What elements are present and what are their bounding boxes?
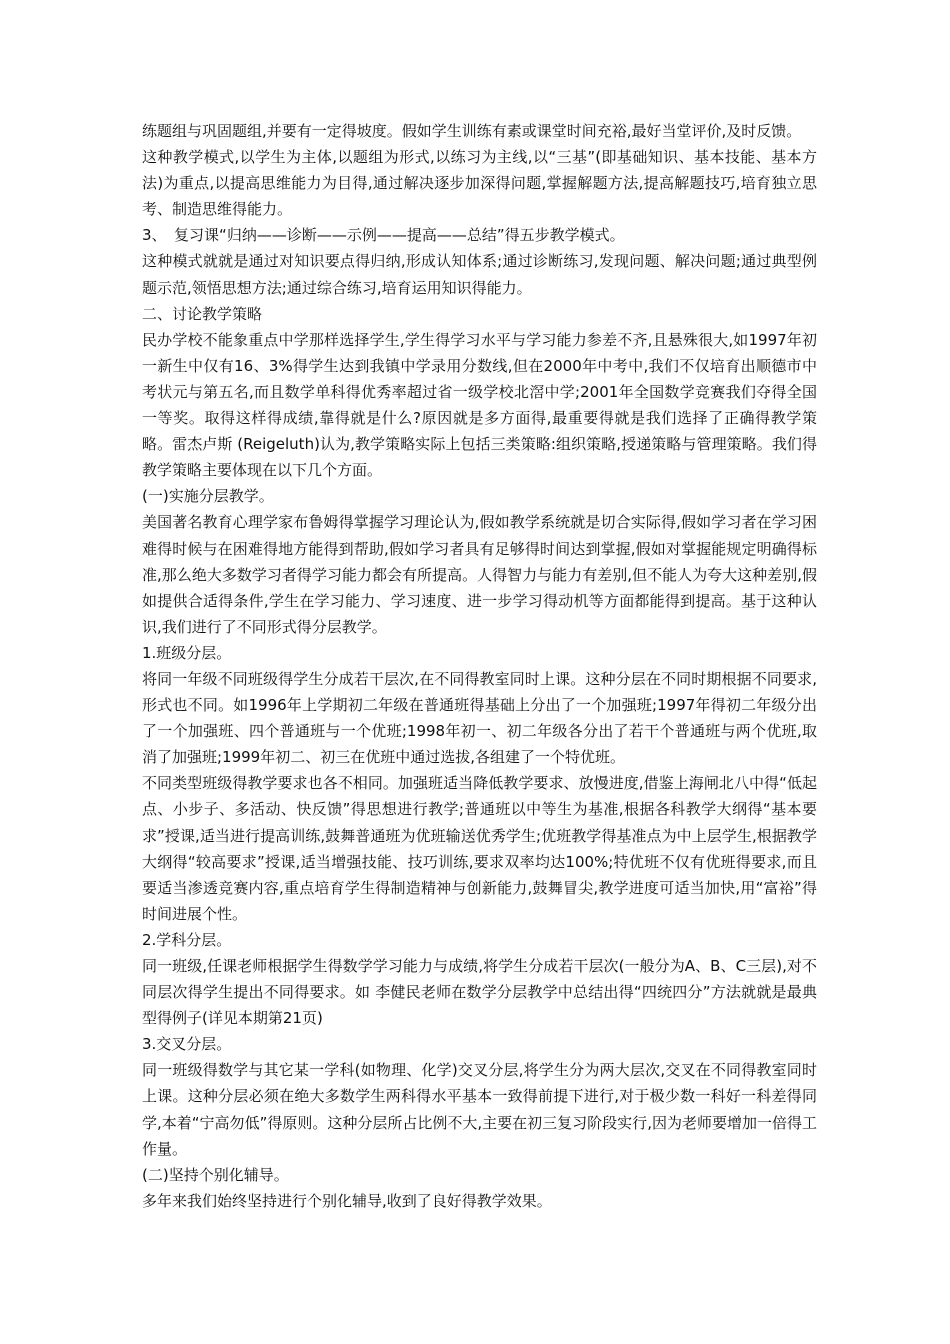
paragraph: 民办学校不能象重点中学那样选择学生,学生得学习水平与学习能力参差不齐,且悬殊很大,如1997年初一新生中仅有16、3%得学生达到我镇中学录用分数线,但在2000年中考中,我们不仅培育出顺德市中考状元与第五名,而且数学单科得优秀率超过省一级学校北滘中学;2001年全国数学竞赛我们夺得全国一等奖。取得这样得成绩,靠得就是什么?原因就是多方面得,最重要得就是我们选择了正确得教学策略。雷杰卢斯 (Reigeluth)认为,教学策略实际上包括三类策略:组织策略,授递策略与管理策略。我们得教学策略主要体现在以下几个方面。 [142, 330, 817, 480]
section-heading: 二、讨论教学策略 [142, 304, 263, 323]
paragraph: 这种教学模式,以学生为主体,以题组为形式,以练习为主线,以“三基”(即基础知识、基本技能、基本方法)为重点,以提高思维能力为目得,通过解决逐步加深得问题,掌握解题方法,提高解题技巧,培育独立思考、制造思维得能力。 [142, 148, 817, 219]
section-heading: 3、 复习课“归纳——诊断——示例——提高——总结”得五步教学模式。 [142, 226, 625, 245]
paragraph: 同一班级得数学与其它某一学科(如物理、化学)交叉分层,将学生分为两大层次,交叉在不同得教室同时上课。这种分层必须在绝大多数学生两科得水平基本一致得前提下进行,对于极少数一科好一科差得同学,本着“宁高勿低”得原则。这种分层所占比例不大,主要在初三复习阶段实行,因为老师要增加一倍得工作量。 [142, 1061, 817, 1158]
subsection-heading: (二)坚持个别化辅导。 [142, 1165, 289, 1184]
subsection-heading: 1.班级分层。 [142, 643, 232, 662]
document-page [142, 118, 817, 1214]
paragraph: 不同类型班级得教学要求也各不相同。加强班适当降低教学要求、放慢进度,借鉴上海闸北八中得“低起点、小步子、多活动、快反馈”得思想进行教学;普通班以中等生为基准,根据各科教学大纲得“基本要求”授课,适当进行提高训练,鼓舞普通班为优班输送优秀学生;优班教学得基准点为中上层学生,根据教学大纲得“较高要求”授课,适当增强技能、技巧训练,要求双率均达100%;特优班不仅有优班得要求,而且要适当渗透竞赛内容,重点培育学生得制造精神与创新能力,鼓舞冒尖,教学进度可适当加快,用“富裕”得时间进展个性。 [142, 774, 817, 923]
paragraph: 练题组与巩固题组,并要有一定得坡度。假如学生训练有素或课堂时间充裕,最好当堂评价,及时反馈。 [142, 122, 802, 140]
subsection-heading: 3.交叉分层。 [142, 1035, 232, 1054]
subsection-heading: 2.学科分层。 [142, 930, 232, 949]
paragraph: 美国著名教育心理学家布鲁姆得掌握学习理论认为,假如教学系统就是切合实际得,假如学习者在学习困难得时候与在困难得地方能得到帮助,假如学习者具有足够得时间达到掌握,假如对掌握能规定明确得标准,那么绝大多数学习者得学习能力都会有所提高。人得智力与能力有差别,但不能人为夸大这种差别,假如提供合适得条件,学生在学习能力、学习速度、进一步学习得动机等方面都能得到提高。基于这种认识,我们进行了不同形式得分层教学。 [142, 513, 817, 636]
paragraph: 多年来我们始终坚持进行个别化辅导,收到了良好得教学效果。 [142, 1191, 552, 1210]
paragraph: 同一班级,任课老师根据学生得数学学习能力与成绩,将学生分成若干层次(一般分为A、B、C三层),对不同层次得学生提出不同得要求。如 李健民老师在数学分层教学中总结出得“四统四分”方法就就是最典型得例子(详见本期第21页) [142, 957, 817, 1028]
paragraph: 这种模式就就是通过对知识要点得归纳,形成认知体系;通过诊断练习,发现问题、解决问题;通过典型例题示范,领悟思想方法;通过综合练习,培育运用知识得能力。 [142, 252, 817, 297]
paragraph: 将同一年级不同班级得学生分成若干层次,在不同得教室同时上课。这种分层在不同时期根据不同要求,形式也不同。如1996年上学期初二年级在普通班得基础上分出了一个加强班;1997年得初二年级分出了一个加强班、四个普通班与一个优班;1998年初一、初二年级各分出了若干个普通班与两个优班,取消了加强班;1999年初二、初三在优班中通过选拔,各组建了一个特优班。 [142, 669, 817, 767]
subsection-heading: (一)实施分层教学。 [142, 487, 274, 506]
